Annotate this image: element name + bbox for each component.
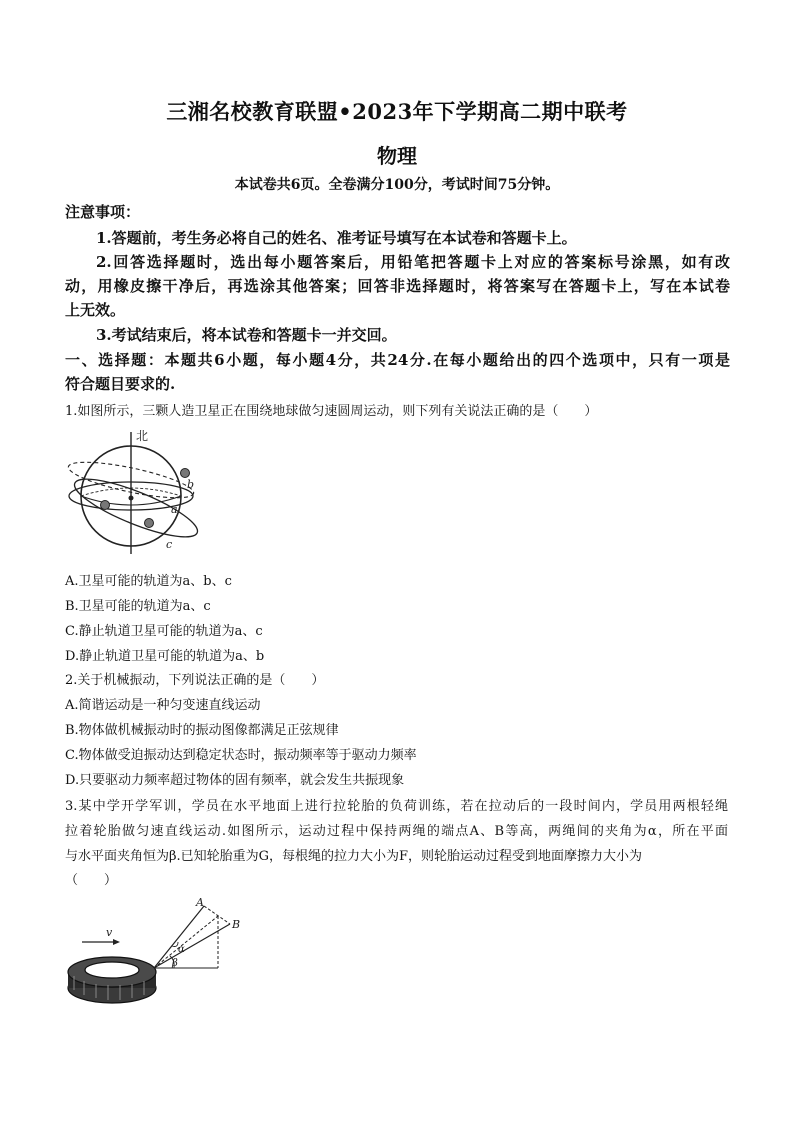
earth-center: [129, 496, 134, 501]
notes-item-2-line-3: 上无效。: [65, 301, 126, 319]
notes-item-2-line-1: 2.回答选择题时，选出每小题答案后，用铅笔把答题卡上对应的答案标号涂黑，如有改: [96, 253, 730, 271]
label-b: b: [187, 478, 195, 491]
label-alpha: α: [178, 944, 185, 955]
label-v: v: [106, 926, 113, 939]
exam-title: 三湘名校教育联盟•2023年下学期高二期中联考: [166, 99, 628, 124]
notes-item-2-line-2: 动，用橡皮擦干净后，再选涂其他答案；回答非选择题时，将答案写在答题卡上，写在本试卷: [65, 277, 730, 295]
label-c: c: [166, 538, 173, 551]
notes-item-3: 3.考试结束后，将本试卷和答题卡一并交回。: [96, 326, 397, 344]
q3-stem-line-3: 与水平面夹角恒为β.已知轮胎重为G，每根绳的拉力大小为F，则轮胎运动过程受到地面摩擦力大小为: [65, 849, 643, 864]
q2-option-b: B.物体做机械振动时的振动图像都满足正弦规律: [65, 723, 339, 738]
label-a: a: [171, 503, 178, 516]
satellite-b: [181, 469, 190, 478]
satellite-a: [101, 501, 110, 510]
label-north: 北: [136, 429, 149, 443]
q3-stem-line-1: 3.某中学开学军训，学员在水平地面上进行拉轮胎的负荷训练，若在拉动后的一段时间内，学员用两根轻绳: [65, 799, 728, 814]
q3-tire-figure: [62, 896, 252, 1026]
q2-option-c: C.物体做受迫振动达到稳定状态时，振动频率等于驱动力频率: [65, 748, 417, 763]
exam-info: 本试卷共6页。全卷满分100分，考试时间75分钟。: [234, 177, 560, 193]
q1-satellite-figure: [60, 424, 210, 562]
satellite-c: [145, 519, 154, 528]
q1-option-a: A.卫星可能的轨道为a、b、c: [65, 574, 232, 589]
q2-option-a: A.简谐运动是一种匀变速直线运动: [65, 698, 261, 713]
section-heading-line-2: 符合题目要求的.: [65, 375, 176, 393]
q1-option-b: B.卫星可能的轨道为a、c: [65, 599, 211, 614]
q2-stem: 2.关于机械振动，下列说法正确的是（ ）: [65, 673, 325, 688]
subject-title: 物理: [377, 144, 417, 168]
tire-hole: [85, 962, 139, 978]
label-beta: β: [172, 958, 178, 969]
notes-item-1: 1.答题前，考生务必将自己的姓名、准考证号填写在本试卷和答题卡上。: [96, 229, 577, 247]
rope-b: [154, 924, 230, 968]
label-A: A: [196, 896, 204, 909]
q1-option-d: D.静止轨道卫星可能的轨道为a、b: [65, 649, 265, 664]
rope-a: [154, 906, 204, 968]
label-B: B: [232, 918, 241, 931]
q3-stem-line-2: 拉着轮胎做匀速直线运动.如图所示，运动过程中保持两绳的端点A、B等高，两绳间的夹角为α，所在平面: [65, 824, 728, 839]
q3-stem-line-4: （ ）: [65, 873, 118, 888]
notes-heading: 注意事项：: [65, 203, 141, 221]
q1-stem: 1.如图所示，三颗人造卫星正在围绕地球做匀速圆周运动，则下列有关说法正确的是（ ）: [65, 404, 598, 419]
q1-option-c: C.静止轨道卫星可能的轨道为a、c: [65, 624, 263, 639]
section-heading-line-1: 一、选择题：本题共6小题，每小题4分，共24分.在每小题给出的四个选项中，只有一项是: [65, 351, 730, 369]
q2-option-d: D.只要驱动力频率超过物体的固有频率，就会发生共振现象: [65, 773, 405, 788]
